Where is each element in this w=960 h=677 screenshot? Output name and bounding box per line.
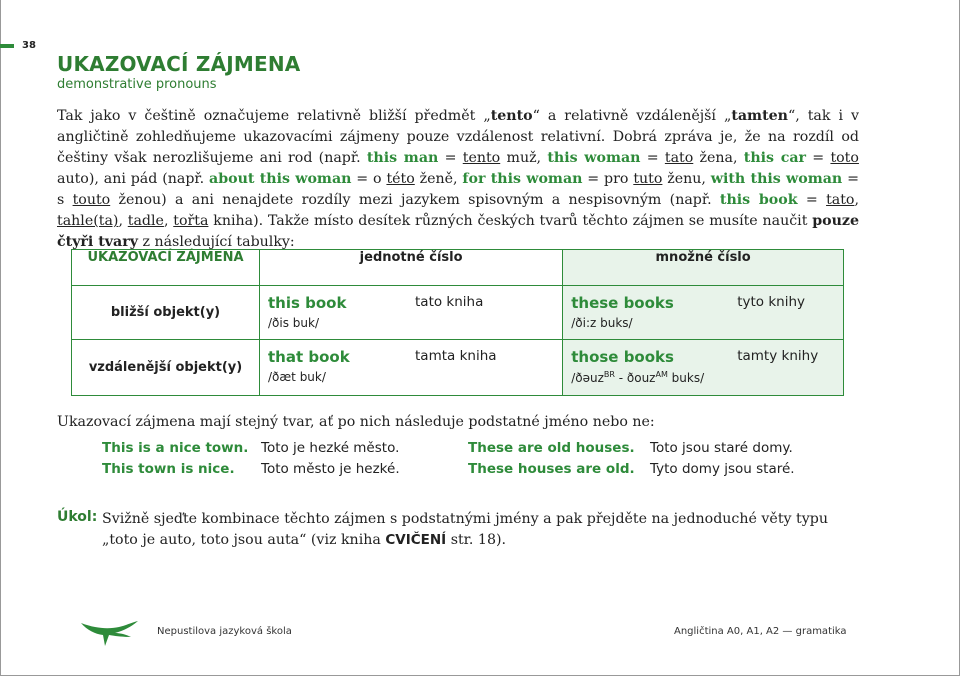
czech-translation: tamty knihy	[737, 348, 819, 364]
page-subtitle: demonstrative pronouns	[57, 77, 217, 92]
example-english: These are old houses.	[468, 440, 635, 456]
header-cell-pronouns: UKAZOVACÍ ZÁJMENA	[72, 250, 260, 286]
example-english: This is a nice town.	[102, 440, 249, 456]
table-row	[72, 286, 844, 340]
plural-cell	[563, 286, 844, 340]
czech-translation: tato kniha	[415, 294, 484, 310]
example-czech: Toto jsou staré domy.	[650, 440, 793, 456]
czech-translation: tamta kniha	[415, 348, 497, 364]
row-label: vzdálenější objekt(y)	[72, 340, 260, 396]
table-row	[72, 340, 844, 396]
pronunciation: /ði:z buks/	[571, 316, 633, 330]
header-cell-singular: jednotné číslo	[260, 250, 563, 286]
task-label: Úkol:	[57, 509, 98, 525]
singular-cell	[260, 340, 563, 396]
pronunciation: /ðis buk/	[268, 316, 319, 330]
example-czech: Tyto domy jsou staré.	[650, 461, 795, 477]
after-table-text: Ukazovací zájmena mají stejný tvar, ať po nich následuje podstatné jméno nebo ne:	[57, 414, 655, 430]
page-title: UKAZOVACÍ ZÁJMENA	[57, 52, 301, 76]
page-number: 38	[22, 40, 36, 51]
english-form: these books	[571, 294, 674, 312]
table-header-row	[72, 250, 844, 286]
pronunciation: /ðəuz$^{BR}$ - ðouz$^{AM}$ buks/	[571, 370, 705, 385]
english-form: this book	[268, 294, 347, 312]
header-cell-plural: množné číslo	[563, 250, 844, 286]
example-czech: Toto město je hezké.	[261, 461, 400, 477]
example-english: These houses are old.	[468, 461, 635, 477]
english-form: those books	[571, 348, 674, 366]
task-text: Svižně sjeďte kombinace těchto zájmen s podstatnými jmény a pak přejděte na jednoduché věty typu „toto je auto, toto jsou auta“ (viz kniha CVIČENÍ str. 18).	[102, 511, 828, 548]
pronoun-table	[71, 249, 844, 396]
row-label: bližší objekt(y)	[72, 286, 260, 340]
example-czech: Toto je hezké město.	[261, 440, 400, 456]
example-english: This town is nice.	[102, 461, 235, 477]
page-marker	[0, 44, 14, 48]
plural-cell	[563, 340, 844, 396]
english-form: that book	[268, 348, 350, 366]
czech-translation: tyto knihy	[737, 294, 806, 310]
footer-school-name: Nepustilova jazyková škola	[157, 626, 292, 637]
footer-course-title: Angličtina A0, A1, A2 — gramatika	[674, 626, 847, 637]
bird-logo-icon	[79, 619, 139, 647]
intro-paragraph: Tak jako v češtině označujeme relativně bližší předmět „tento“ a relativně vzdálenější „tamten“, tak i v angličtině zohledňujeme ukazovacími zájmeny pouze vzdálenost relativní. Dobrá zpráva je, že na rozdíl od češtiny však nerozlišujeme ani rod (např. this man = tento muž, this woman = tato žena, this car = toto auto), ani pád (např. about this woman = o této ženě, for this woman = pro tuto ženu, with this woman = s touto ženou) a ani nenajdete rozdíly mezi jazykem spisovným a nespisovným (např. this book = tato, tahle(ta), tadle, tořta kniha). Takže místo desítek různých českých tvarů těchto zájmen se musíte naučit pouze čtyři tvary z následující tabulky:	[57, 108, 859, 250]
pronunciation: /ðæt buk/	[268, 370, 326, 384]
singular-cell	[260, 286, 563, 340]
